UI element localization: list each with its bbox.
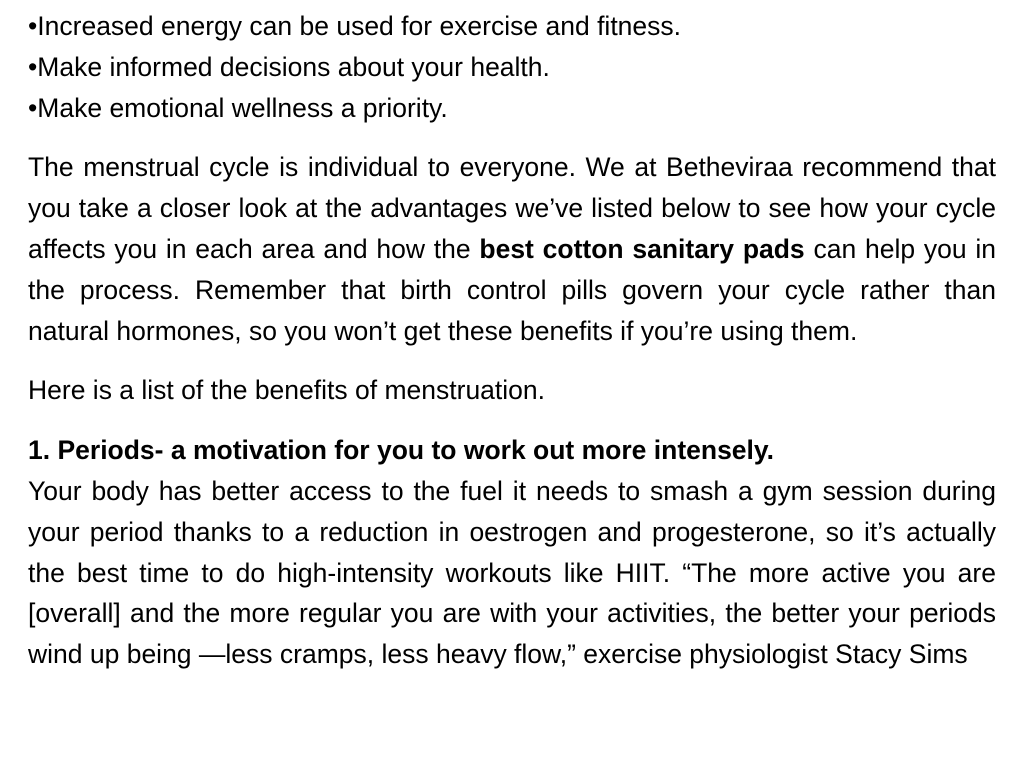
section-body: Your body has better access to the fuel it needs to smash a gym session during your period thanks to a reduction in oestrogen and progesterone, so it’s actually the best time to do high-intensity workouts like HIIT. “The more active you are [overall] and the more regular you are with your activities, the better your periods wind up being —less cramps, less heavy flow,” exercise physiologist Stacy Sims (28, 475, 996, 670)
bullet-list (28, 6, 996, 128)
intro-text-start: The menstrual cycle is individual to everyone. We at Betheviraa recommend that you take a closer look at the advantages we’ve listed below to see how your cycle affects you in each area and how the (28, 152, 996, 264)
bullet-item: •Make informed decisions about your health. (28, 51, 550, 82)
section-heading: 1. Periods- a motivation for you to work out more intensely. (28, 435, 775, 466)
bullet-item: •Increased energy can be used for exercise and fitness. (28, 11, 682, 41)
intro-bold-phrase: best cotton sanitary pads (479, 233, 805, 264)
intro-text-end: can help you in the process. Remember that birth control pills govern your cycle rather than natural hormones, so you won’t get these benefits if you’re using them. (28, 233, 996, 346)
benefits-intro: Here is a list of the benefits of menstruation. (28, 375, 546, 406)
intro-paragraph (28, 147, 996, 351)
bullet-item: •Make emotional wellness a priority. (28, 92, 448, 123)
document-page (28, 6, 996, 675)
